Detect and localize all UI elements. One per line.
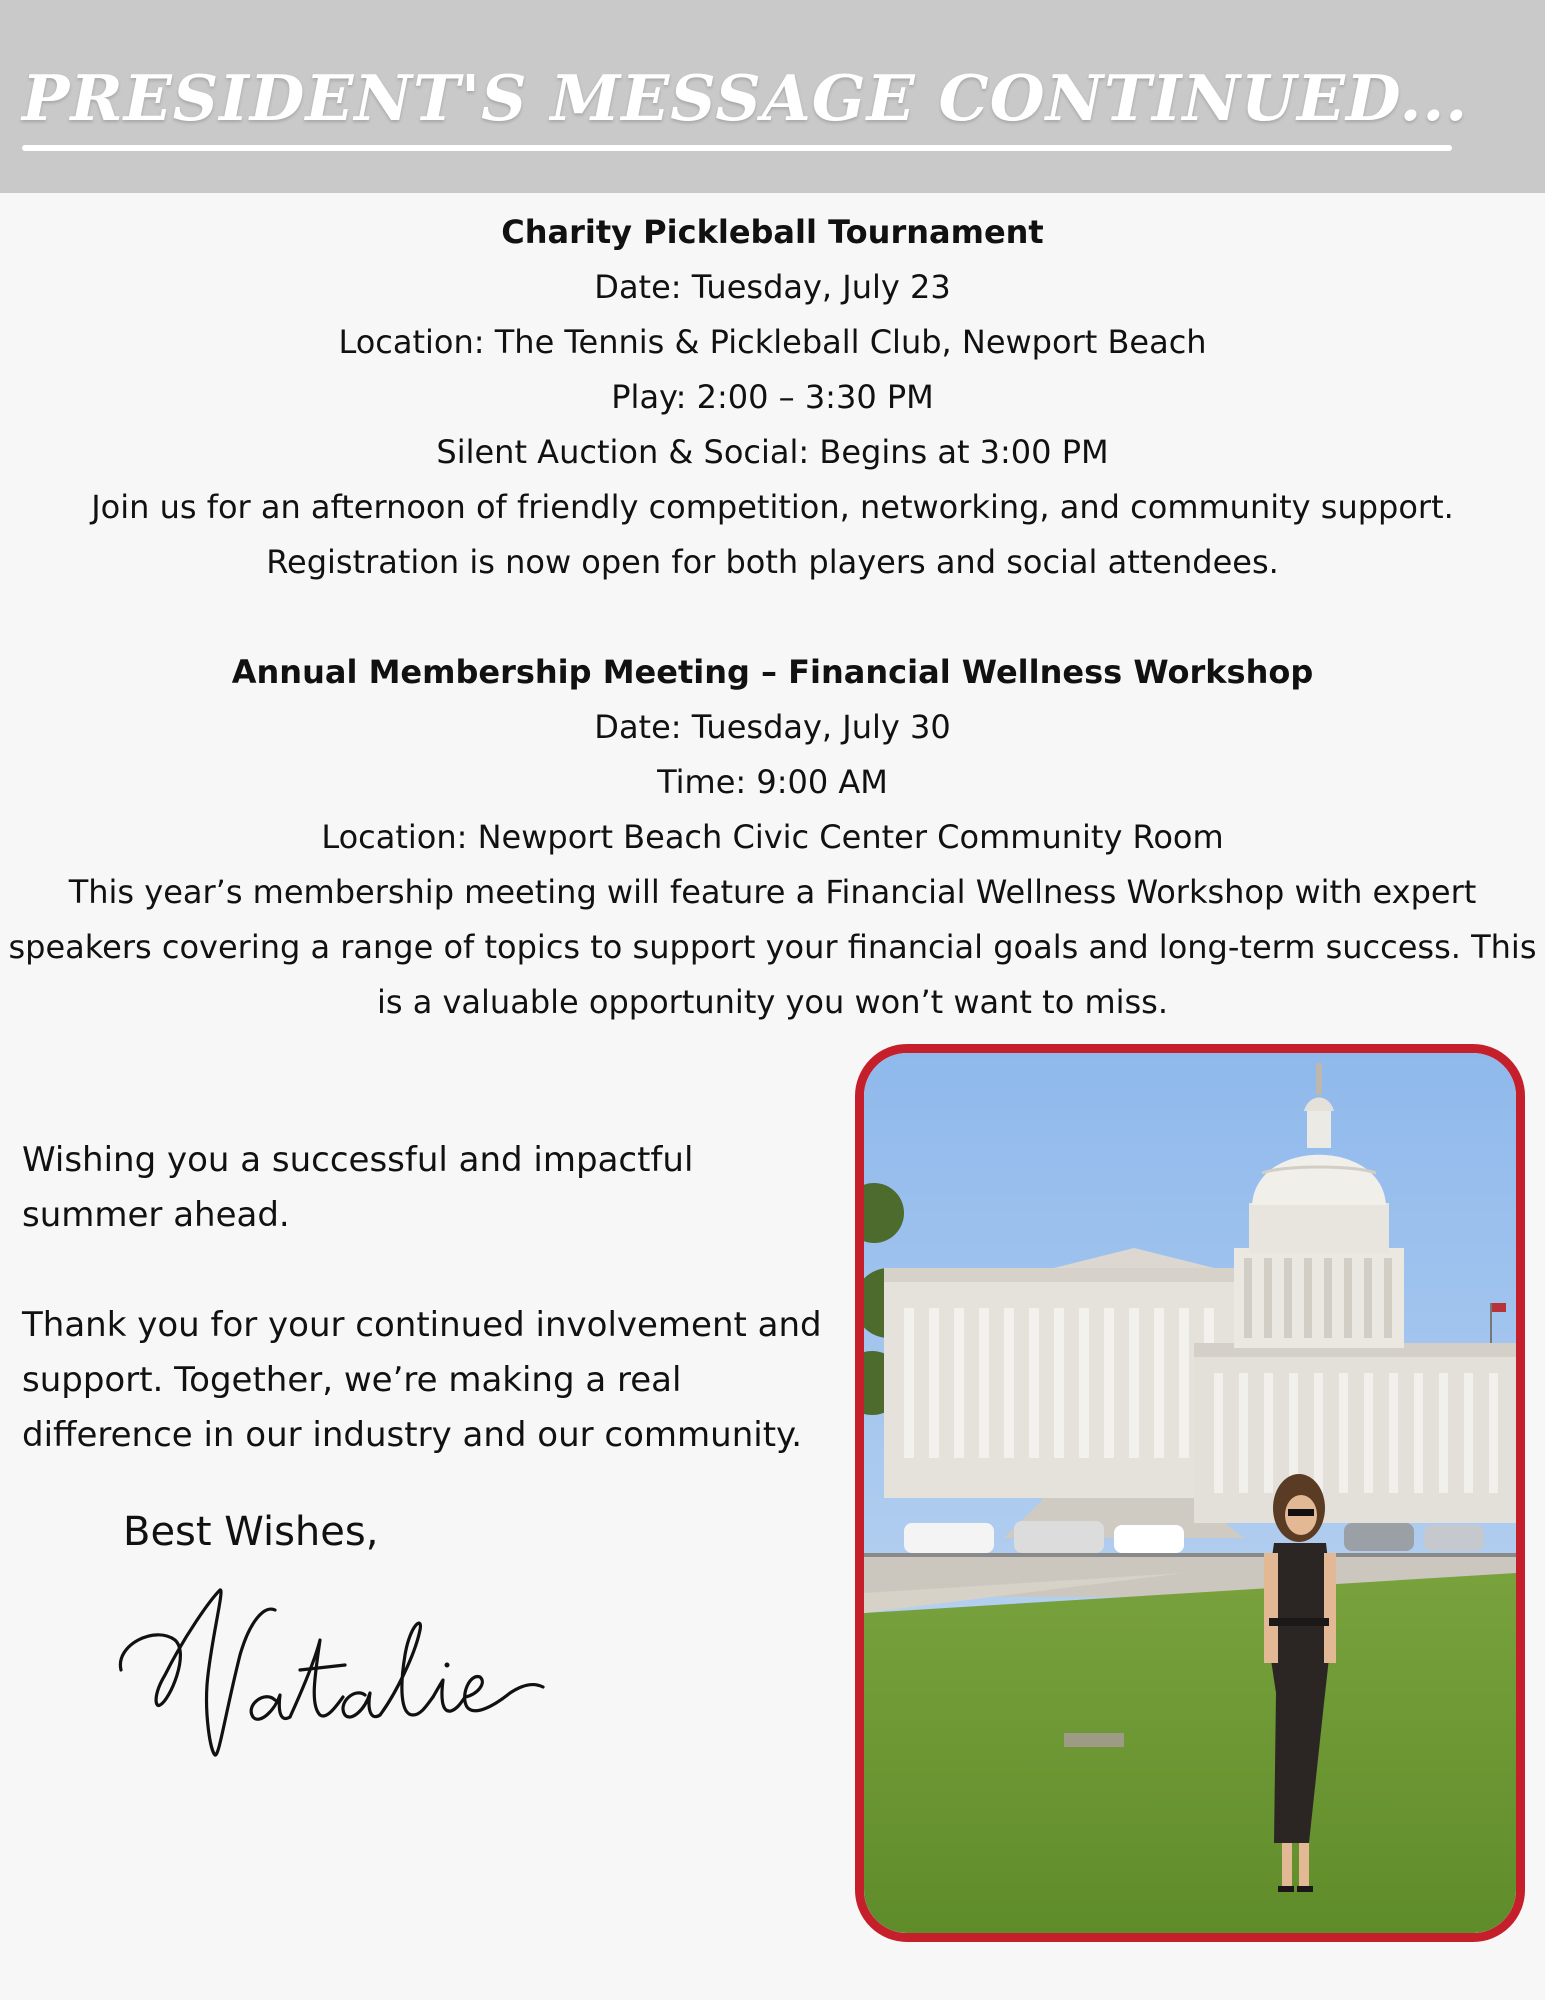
- closing-thanks-line: support. Together, we’re making a real: [22, 1360, 682, 1400]
- paragraph-gap: [22, 1243, 842, 1298]
- pickleball-event-section: [0, 205, 1545, 590]
- header-band: [0, 0, 1545, 193]
- membership-meeting-section: [0, 645, 1545, 1030]
- event-title: Annual Membership Meeting – Financial Wellness Workshop: [231, 653, 1314, 691]
- closing-message: [22, 1133, 842, 1463]
- closing-thanks-line: difference in our industry and our community.: [22, 1415, 803, 1455]
- event-location: Location: Newport Beach Civic Center Community Room: [321, 818, 1224, 856]
- signoff: Best Wishes,: [123, 1509, 379, 1555]
- title-underline: [22, 145, 1452, 151]
- closing-wish-line: summer ahead.: [22, 1195, 290, 1235]
- event-description: speakers covering a range of topics to support your financial goals and long-term success. This: [8, 928, 1537, 966]
- event-registration-note: Registration is now open for both players and social attendees.: [266, 543, 1279, 581]
- closing-thanks-line: Thank you for your continued involvement and: [22, 1305, 822, 1345]
- event-date: Date: Tuesday, July 23: [594, 268, 951, 306]
- event-description: is a valuable opportunity you won’t want to miss.: [376, 983, 1169, 1021]
- signature-natalie: [115, 1565, 555, 1765]
- event-location: Location: The Tennis & Pickleball Club, Newport Beach: [338, 323, 1207, 361]
- closing-wish-line: Wishing you a successful and impactful: [22, 1140, 694, 1180]
- event-auction-time: Silent Auction & Social: Begins at 3:00 PM: [436, 433, 1109, 471]
- page-title: PRESIDENT'S MESSAGE CONTINUED...: [22, 61, 1469, 135]
- photo-illustration: [864, 1053, 1516, 1933]
- event-description: Join us for an afternoon of friendly competition, networking, and community support.: [91, 488, 1454, 526]
- event-time: Time: 9:00 AM: [657, 763, 888, 801]
- event-date: Date: Tuesday, July 30: [594, 708, 951, 746]
- event-play-time: Play: 2:00 – 3:30 PM: [611, 378, 934, 416]
- event-title: Charity Pickleball Tournament: [501, 213, 1044, 251]
- event-description: This year’s membership meeting will feature a Financial Wellness Workshop with expert: [68, 873, 1477, 911]
- capitol-photo: [855, 1044, 1525, 1942]
